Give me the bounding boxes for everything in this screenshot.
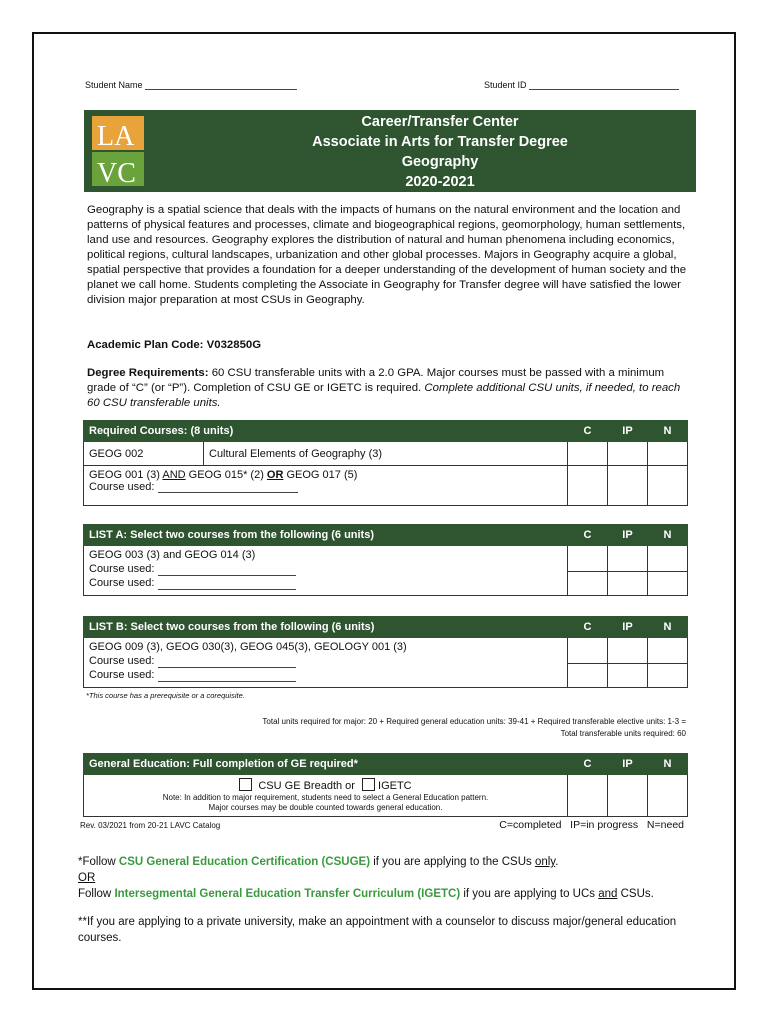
course-used-field[interactable] <box>158 492 298 493</box>
student-name-label: Student Name <box>85 80 143 90</box>
status-ip-cell[interactable] <box>608 546 648 572</box>
list-a-table <box>83 524 688 596</box>
status-ip-cell[interactable] <box>608 572 648 596</box>
status-ip-cell[interactable] <box>608 442 648 466</box>
prereq-note: *This course has a prerequisite or a corequisite. <box>86 691 245 700</box>
status-c-cell[interactable] <box>568 638 608 664</box>
col-ip: IP <box>608 525 648 546</box>
list-b-courses: GEOG 009 (3), GEOG 030(3), GEOG 045(3), GEOLOGY 001 (3) Course used: Course used: <box>84 638 568 688</box>
igetc-checkbox[interactable] <box>362 778 375 791</box>
student-id-field[interactable] <box>529 89 679 90</box>
banner-line-1: Career/Transfer Center <box>361 114 519 130</box>
status-c-cell[interactable] <box>568 546 608 572</box>
svg-text:LA: LA <box>97 121 135 152</box>
banner-line-4: 2020-2021 <box>405 174 475 190</box>
banner-line-3: Geography <box>401 154 479 170</box>
course-used-field[interactable] <box>158 667 296 668</box>
totals-line-1: Total units required for major: 20 + Required general education units: 39-41 + Required transferable elective units: 1-3 = <box>262 717 686 726</box>
status-n-cell[interactable] <box>648 442 688 466</box>
student-id-label: Student ID <box>484 80 527 90</box>
course-used-field[interactable] <box>158 575 296 576</box>
totals <box>120 716 686 740</box>
course-name: Cultural Elements of Geography (3) <box>204 442 568 466</box>
ge-note-1: Note: In addition to major requirement, students need to select a General Education pattern. <box>162 793 489 802</box>
status-c-cell[interactable] <box>568 572 608 596</box>
course-options: GEOG 001 (3) AND GEOG 015* (2) OR GEOG 017 (5) Course used: <box>84 466 568 506</box>
col-c: C <box>568 525 608 546</box>
igetc-link[interactable]: Intersegmental General Education Transfer Curriculum (IGETC) <box>114 888 461 900</box>
status-c-cell[interactable] <box>568 442 608 466</box>
totals-line-2: Total transferable units required: 60 <box>560 729 686 738</box>
follow-csuge: *Follow CSU General Education Certification (CSUGE) if you are applying to the CSUs only. <box>78 856 559 868</box>
col-ip: IP <box>608 421 648 442</box>
student-id-row <box>484 80 679 90</box>
svg-text:VC: VC <box>97 158 136 186</box>
csu-ge-checkbox[interactable] <box>239 778 252 791</box>
banner-title <box>224 112 656 192</box>
required-courses-table <box>83 420 688 506</box>
title-banner <box>84 110 696 192</box>
list-b-title: LIST B: Select two courses from the following (6 units) <box>84 617 568 638</box>
degree-req-text: 60 CSU transferable units with a 2.0 GPA. Major courses must be passed with a minimum grade of “C” (or “P”). Completion of CSU GE or IGETC is required. <box>87 367 665 394</box>
ge-options <box>84 775 568 817</box>
course-used-field[interactable] <box>158 681 296 682</box>
col-c: C <box>568 754 608 775</box>
private-university-note: **If you are applying to a private university, make an appointment with a counselor to discuss major/general education courses. <box>78 916 677 944</box>
degree-requirements <box>87 366 689 411</box>
col-ip: IP <box>608 617 648 638</box>
banner-line-2: Associate in Arts for Transfer Degree <box>312 134 568 150</box>
status-ip-cell[interactable] <box>608 775 648 817</box>
status-n-cell[interactable] <box>648 638 688 664</box>
status-c-cell[interactable] <box>568 466 608 506</box>
revision-note: Rev. 03/2021 from 20-21 LAVC Catalog <box>80 821 221 830</box>
col-n: N <box>648 754 688 775</box>
status-n-cell[interactable] <box>648 466 688 506</box>
intro-paragraph: Geography is a spatial science that deals with the impacts of humans on the natural environment and the location and patterns of physical features and processes, climate and biogeographical regions, geomorphology, human settlements, land use and resources. Geography explores the distribution of natural and human phenomena including economics, political regions, cultural landscapes, urbanization and other global processes. Majors in Geography acquire a global, spatial perspective that provides a foundation for a deeper understanding of the development of human society and the planet we call home. Students completing the Associate in Geography for Transfer degree will have satisfied the lower division major preparation at most CSUs in Geography. <box>87 204 687 306</box>
col-c: C <box>568 421 608 442</box>
ge-note-2: Major courses may be double counted towards general education. <box>208 803 443 812</box>
status-ip-cell[interactable] <box>608 638 648 664</box>
status-c-cell[interactable] <box>568 775 608 817</box>
list-a-title: LIST A: Select two courses from the following (6 units) <box>84 525 568 546</box>
ge-title: General Education: Full completion of GE required* <box>84 754 568 775</box>
status-n-cell[interactable] <box>648 572 688 596</box>
status-n-cell[interactable] <box>648 664 688 688</box>
degree-req-label: Degree Requirements: <box>87 367 209 379</box>
col-ip: IP <box>608 754 648 775</box>
csu-ge-label: CSU GE Breadth or <box>258 780 355 792</box>
general-education-table <box>83 753 688 817</box>
required-title: Required Courses: (8 units) <box>84 421 568 442</box>
status-ip-cell[interactable] <box>608 466 648 506</box>
status-ip-cell[interactable] <box>608 664 648 688</box>
status-n-cell[interactable] <box>648 546 688 572</box>
follow-igetc: Follow Intersegmental General Education Transfer Curriculum (IGETC) if you are applying to UCs and CSUs. <box>78 888 654 900</box>
col-n: N <box>648 617 688 638</box>
follow-instructions <box>78 854 718 946</box>
degree-req-italic: Complete additional CSU units, if needed, to reach 60 CSU transferable units. <box>87 382 681 409</box>
status-n-cell[interactable] <box>648 775 688 817</box>
status-legend: C=completed IP=in progress N=need <box>499 819 684 831</box>
course-used-label: Course used: <box>89 481 155 493</box>
course-used-field[interactable] <box>158 589 296 590</box>
list-b-table <box>83 616 688 688</box>
plan-code: Academic Plan Code: V032850G <box>87 339 262 351</box>
course-code: GEOG 002 <box>84 442 204 466</box>
list-a-courses: GEOG 003 (3) and GEOG 014 (3) Course used: Course used: <box>84 546 568 596</box>
student-name-field[interactable] <box>145 89 297 90</box>
col-n: N <box>648 421 688 442</box>
student-name-row <box>85 80 297 90</box>
csuge-link[interactable]: CSU General Education Certification (CSUGE) <box>118 856 371 868</box>
status-c-cell[interactable] <box>568 664 608 688</box>
igetc-label: IGETC <box>378 780 412 792</box>
col-n: N <box>648 525 688 546</box>
col-c: C <box>568 617 608 638</box>
or-separator: OR <box>78 872 96 884</box>
lavc-logo <box>92 116 144 186</box>
